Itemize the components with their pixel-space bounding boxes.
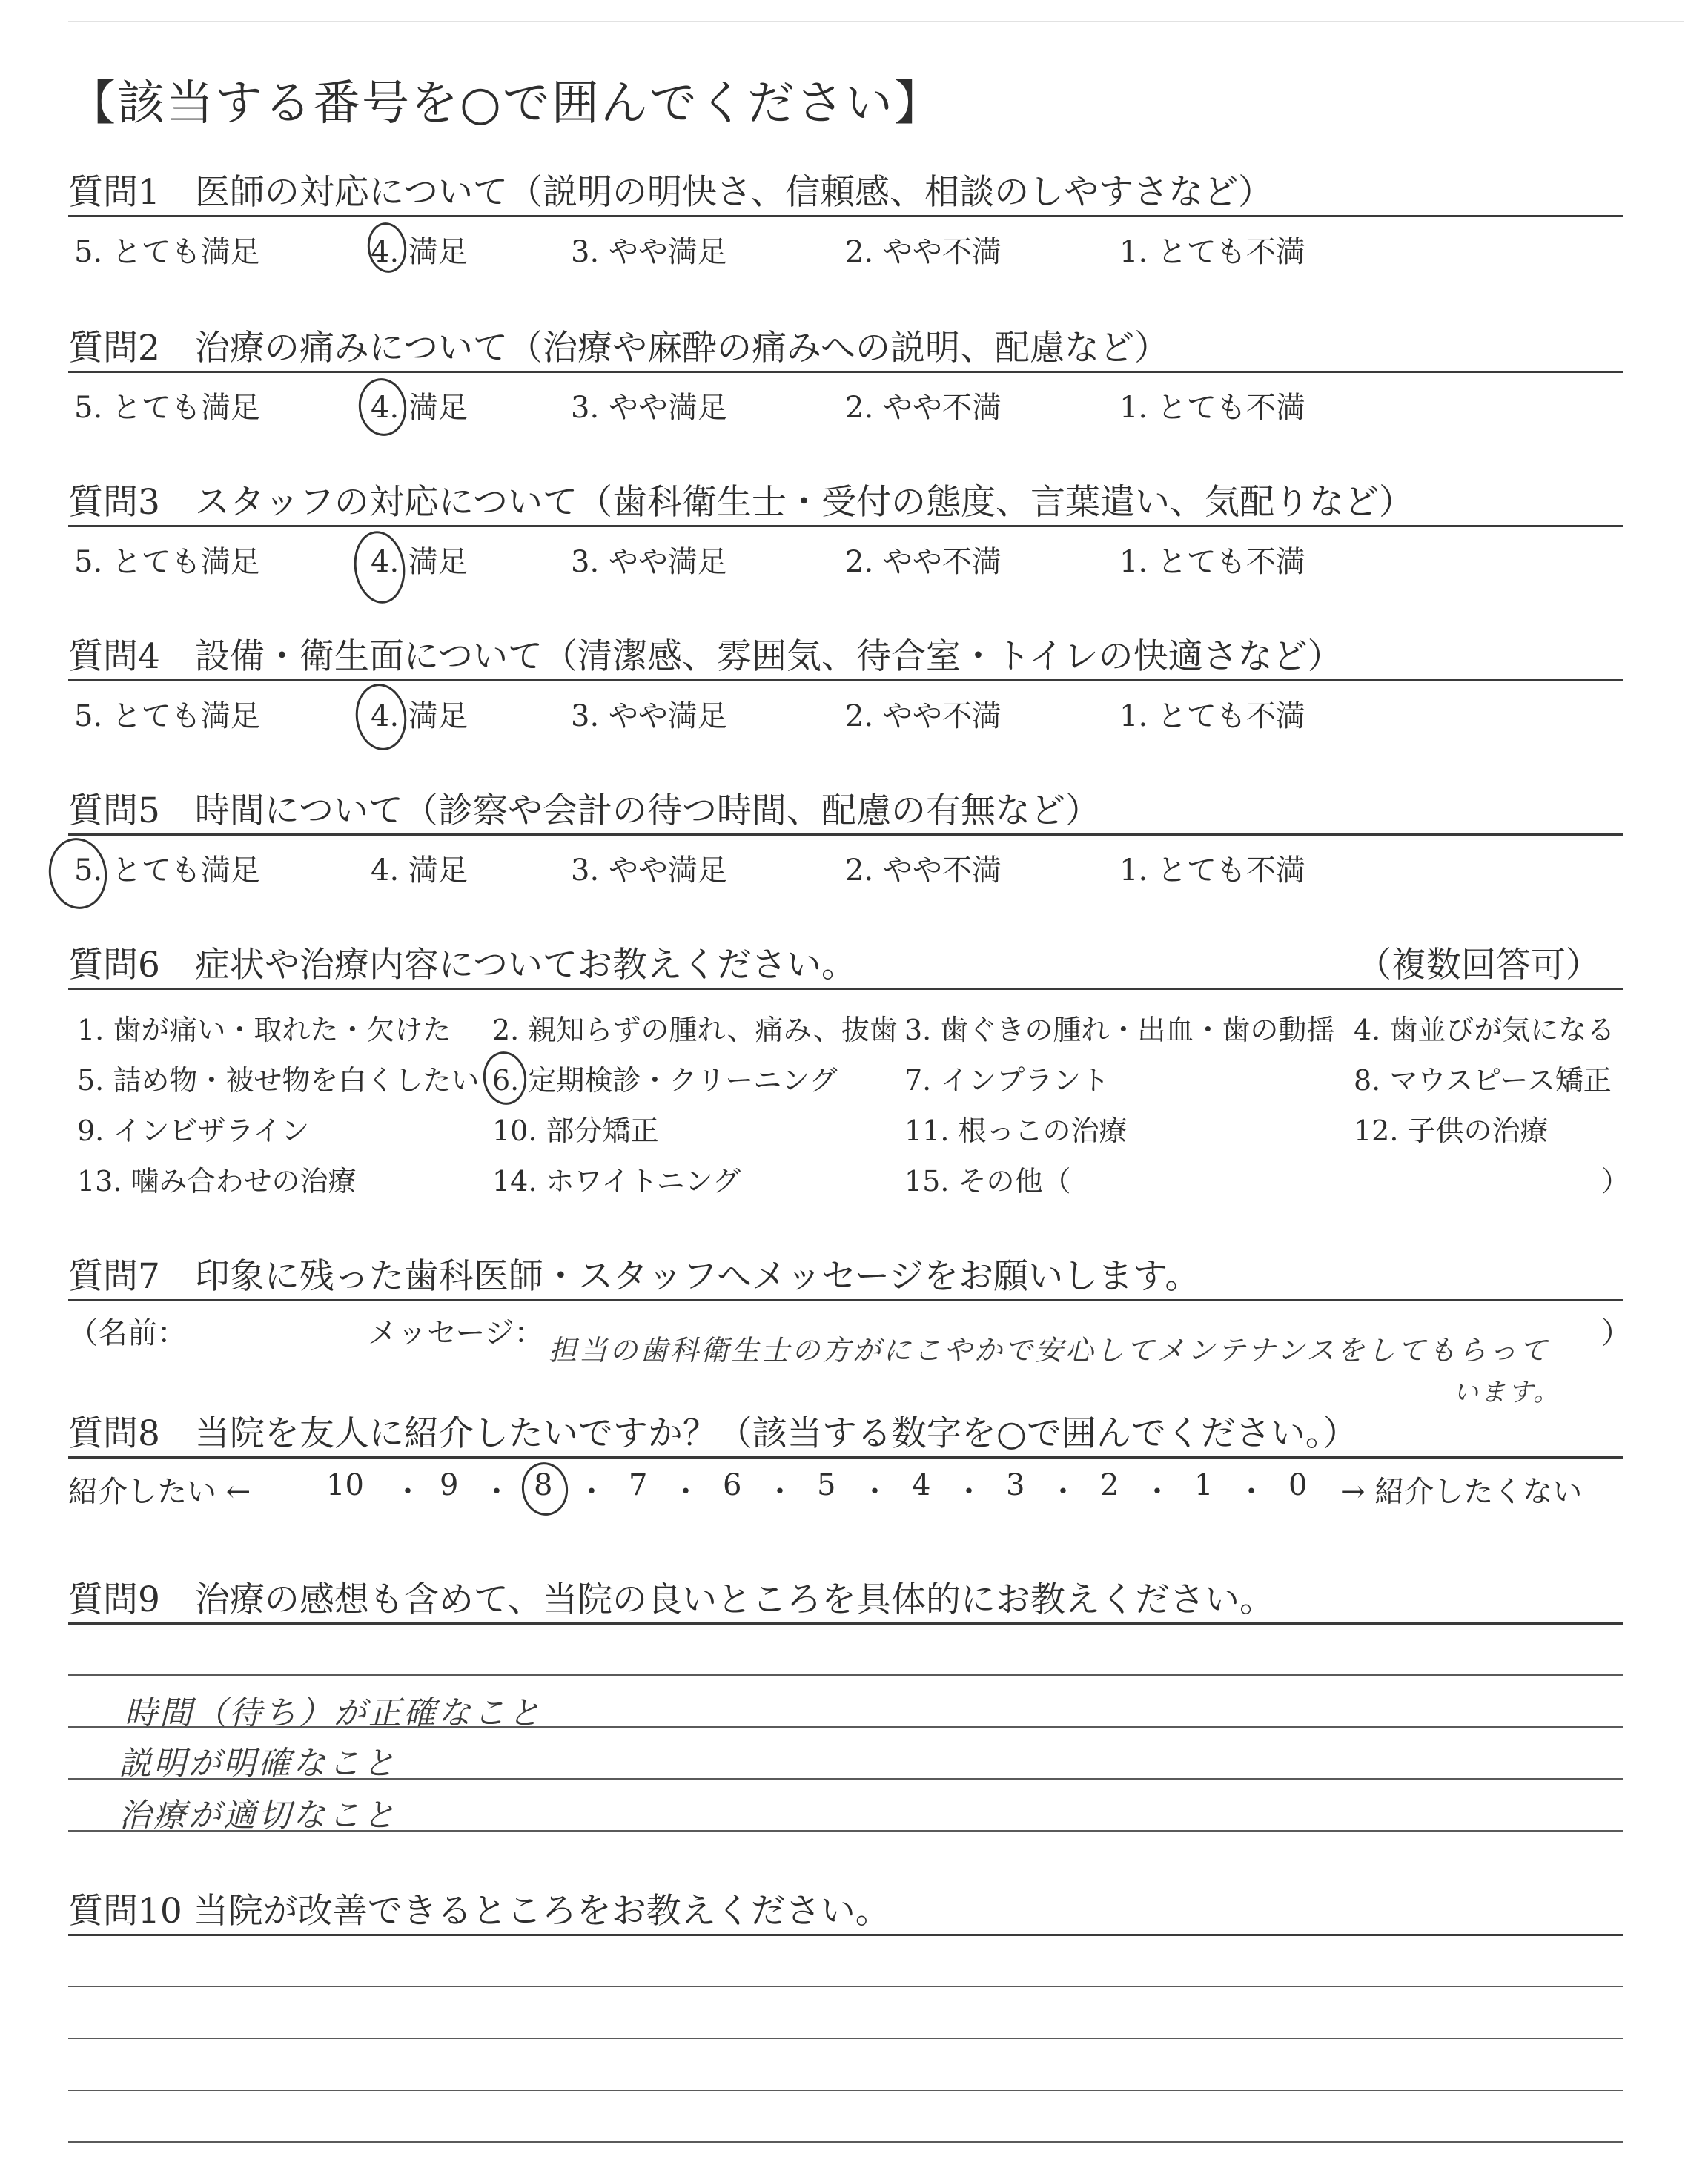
q8-scale-dot: ・ <box>765 1475 795 1509</box>
question-7-title: 質問7 印象に残った歯科医師・スタッフへメッセージをお願いします。 <box>68 1256 1200 1297</box>
q2-option-1[interactable]: 1. とても不満 <box>1119 391 1305 425</box>
q4-selection-circle <box>351 681 411 754</box>
q8-scale-10[interactable]: 10 <box>326 1468 364 1502</box>
q8-scale-dot: ・ <box>1048 1475 1078 1509</box>
q9-answer-3: 治療が適切なこと <box>119 1797 397 1834</box>
q8-scale-dot: ・ <box>577 1475 606 1509</box>
question-10-rule <box>68 1934 1623 1936</box>
q4-option-3[interactable]: 3. やや満足 <box>571 699 727 733</box>
q8-scale-dot: ・ <box>1142 1475 1172 1509</box>
q8-scale-dot: ・ <box>860 1475 890 1509</box>
q1-option-1[interactable]: 1. とても不満 <box>1119 235 1305 269</box>
q8-scale-9[interactable]: 9 <box>440 1468 459 1502</box>
q5-option-4[interactable]: 4. 満足 <box>371 853 468 888</box>
question-6-title: 質問6 症状や治療内容についてお教えください。 <box>68 945 856 985</box>
q10-answer-line-3 <box>68 2090 1623 2091</box>
question-4-title: 質問4 設備・衛生面について（清潔感、雰囲気、待合室・トイレの快適さなど） <box>68 636 1343 677</box>
question-1-rule <box>68 215 1623 217</box>
q4-option-5[interactable]: 5. とても満足 <box>74 699 260 733</box>
q6-option-1[interactable]: 1. 歯が痛い・取れた・欠けた <box>77 1014 451 1046</box>
q8-scale-2[interactable]: 2 <box>1100 1468 1119 1502</box>
q7-message-label: メッセージ： <box>368 1316 544 1350</box>
q4-option-4[interactable]: 4. 満足 <box>371 699 468 733</box>
q7-message-handwritten-1: 担当の歯科衛生士の方がにこやかで安心してメンテナンスをしてもらって <box>549 1334 1549 1367</box>
q1-option-2[interactable]: 2. やや不満 <box>845 235 1002 269</box>
q6-option-9[interactable]: 9. インビザライン <box>77 1114 310 1147</box>
question-5-rule <box>68 833 1623 836</box>
q5-option-2[interactable]: 2. やや不満 <box>845 853 1002 888</box>
q6-option-11[interactable]: 11. 根っこの治療 <box>904 1114 1128 1147</box>
q6-option-14[interactable]: 14. ホワイトニング <box>492 1165 741 1198</box>
q4-option-1[interactable]: 1. とても不満 <box>1119 699 1305 733</box>
q9-answer-2: 説明が明確なこと <box>119 1745 397 1783</box>
page-top-edge <box>68 21 1684 22</box>
question-9-rule <box>68 1622 1623 1625</box>
q2-option-4[interactable]: 4. 満足 <box>371 391 468 425</box>
q10-answer-line-1 <box>68 1986 1623 1987</box>
page-heading: 【該当する番号を○で囲んでください】 <box>68 76 943 131</box>
q8-scale-6[interactable]: 6 <box>723 1468 742 1502</box>
question-8-rule <box>68 1456 1623 1459</box>
question-8-title: 質問8 当院を友人に紹介したいですか？（該当する数字を○で囲んでください。） <box>68 1413 1358 1454</box>
q8-scale-0[interactable]: 0 <box>1288 1468 1308 1502</box>
q3-option-1[interactable]: 1. とても不満 <box>1119 545 1305 579</box>
q8-left-label: 紹介したい ← <box>68 1475 251 1509</box>
q2-option-2[interactable]: 2. やや不満 <box>845 391 1002 425</box>
q8-right-label: → 紹介したくない <box>1340 1475 1583 1509</box>
q3-option-4[interactable]: 4. 満足 <box>371 545 468 579</box>
question-6-note: （複数回答可） <box>1357 945 1601 985</box>
q3-option-5[interactable]: 5. とても満足 <box>74 545 260 579</box>
q5-selection-circle <box>44 834 112 913</box>
q8-scale-5[interactable]: 5 <box>817 1468 836 1502</box>
q6-option-10[interactable]: 10. 部分矯正 <box>492 1114 659 1147</box>
q6-option-5[interactable]: 5. 詰め物・被せ物を白くしたい <box>77 1064 480 1097</box>
q6-option-15[interactable]: 15. その他（ <box>904 1165 1071 1198</box>
q1-option-3[interactable]: 3. やや満足 <box>571 235 727 269</box>
question-5-title: 質問5 時間について（診察や会計の待つ時間、配慮の有無など） <box>68 790 1100 831</box>
q3-option-3[interactable]: 3. やや満足 <box>571 545 727 579</box>
q8-scale-3[interactable]: 3 <box>1006 1468 1025 1502</box>
q1-option-4[interactable]: 4. 満足 <box>371 235 468 269</box>
q8-scale-8[interactable]: 8 <box>534 1468 553 1502</box>
q6-option-6[interactable]: 6. 定期検診・クリーニング <box>492 1064 838 1097</box>
q7-name-label: （名前： <box>68 1316 187 1350</box>
q4-option-2[interactable]: 2. やや不満 <box>845 699 1002 733</box>
question-7-rule <box>68 1299 1623 1301</box>
q10-answer-line-2 <box>68 2038 1623 2039</box>
q9-answer-line-1 <box>68 1674 1623 1676</box>
q8-scale-1[interactable]: 1 <box>1194 1468 1214 1502</box>
q5-option-5[interactable]: 5. とても満足 <box>74 853 260 888</box>
question-2-title: 質問2 治療の痛みについて（治療や麻酔の痛みへの説明、配慮など） <box>68 328 1170 369</box>
q6-option-4[interactable]: 4. 歯並びが気になる <box>1354 1014 1615 1046</box>
q1-option-5[interactable]: 5. とても満足 <box>74 235 260 269</box>
question-10-title: 質問10 当院が改善できるところをお教えください。 <box>68 1891 890 1932</box>
q3-option-2[interactable]: 2. やや不満 <box>845 545 1002 579</box>
q6-option-12[interactable]: 12. 子供の治療 <box>1354 1114 1549 1147</box>
q8-scale-dot: ・ <box>393 1475 423 1509</box>
q6-option-13[interactable]: 13. 噛み合わせの治療 <box>77 1165 357 1198</box>
q2-option-5[interactable]: 5. とても満足 <box>74 391 260 425</box>
q6-option-15-close: ） <box>1601 1165 1630 1198</box>
question-3-rule <box>68 525 1623 527</box>
q10-answer-line-4 <box>68 2141 1623 2143</box>
q8-scale-dot: ・ <box>1237 1475 1266 1509</box>
q8-scale-7[interactable]: 7 <box>629 1468 648 1502</box>
question-6-rule <box>68 988 1623 990</box>
q8-scale-dot: ・ <box>954 1475 984 1509</box>
q8-scale-4[interactable]: 4 <box>912 1468 931 1502</box>
q6-option-3[interactable]: 3. 歯ぐきの腫れ・出血・歯の動揺 <box>904 1014 1335 1046</box>
q6-option-8[interactable]: 8. マウスピース矯正 <box>1354 1064 1612 1097</box>
q9-answer-1: 時間（待ち）が正確なこと <box>125 1694 543 1732</box>
q5-option-1[interactable]: 1. とても不満 <box>1119 853 1305 888</box>
q7-message-handwritten-2: います。 <box>1453 1378 1561 1407</box>
question-4-rule <box>68 679 1623 681</box>
q6-option-7[interactable]: 7. インプラント <box>904 1064 1110 1097</box>
q8-scale-dot: ・ <box>671 1475 701 1509</box>
q2-option-3[interactable]: 3. やや満足 <box>571 391 727 425</box>
q8-selection-circle <box>518 1459 571 1519</box>
question-3-title: 質問3 スタッフの対応について（歯科衛生士・受付の態度、言葉遣い、気配りなど） <box>68 482 1414 523</box>
question-9-title: 質問9 治療の感想も含めて、当院の良いところを具体的にお教えください。 <box>68 1579 1274 1620</box>
question-1-title: 質問1 医師の対応について（説明の明快さ、信頼感、相談のしやすさなど） <box>68 172 1274 213</box>
q7-close-paren: ） <box>1601 1316 1631 1350</box>
q5-option-3[interactable]: 3. やや満足 <box>571 853 727 888</box>
question-2-rule <box>68 371 1623 373</box>
q8-scale-dot: ・ <box>482 1475 512 1509</box>
q6-option-2[interactable]: 2. 親知らずの腫れ、痛み、抜歯 <box>492 1014 898 1046</box>
